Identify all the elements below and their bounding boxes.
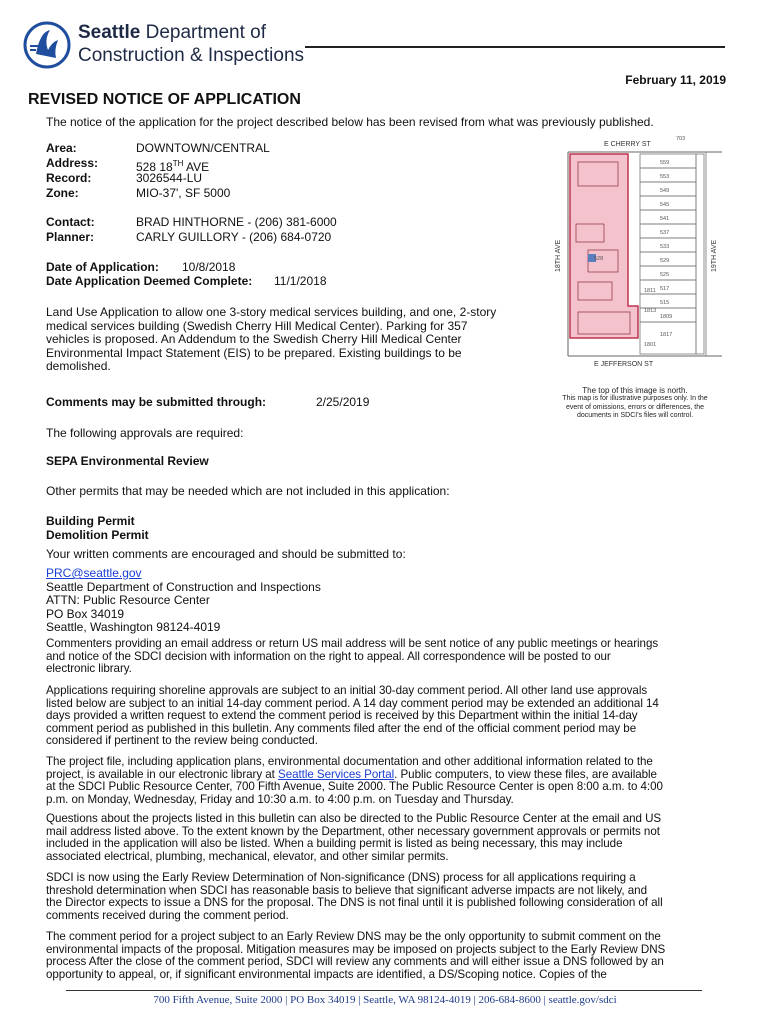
planner-label: Planner: <box>46 230 95 244</box>
site-map-graphic <box>548 132 722 380</box>
notice-date: February 11, 2019 <box>625 73 726 87</box>
comments-date: 2/25/2019 <box>316 395 370 409</box>
lot-number: 545 <box>660 202 670 208</box>
contact-label: Contact: <box>46 215 95 229</box>
lot-number: 525 <box>660 272 670 278</box>
address-label: Address: <box>46 156 99 170</box>
date-of-application-value: 10/8/2018 <box>182 260 236 274</box>
street-label-left: 18TH AVE <box>555 239 562 272</box>
lot-number: 537 <box>660 230 670 236</box>
paragraph-project-file: The project file, including application plans, environmental documentation and other additional information related to the project, is available in our electronic library at Seattle Services Portal. Public computers, to view these files, are available at the SDCI Public Resource Center, 700 Fifth Avenue, Suite 2000. The Public Resource Center is open 8:00 a.m. to 4:00 p.m. on Monday, Wednesday, Friday and 10:30 a.m. to 4:00 p.m. on Tuesday and Thursday. <box>46 755 663 806</box>
required-approval: SEPA Environmental Review <box>46 454 209 468</box>
footer-rule <box>66 990 702 991</box>
contact-value: BRAD HINTHORNE - (206) 381-6000 <box>136 215 337 229</box>
lot-number: 529 <box>660 258 670 264</box>
date-complete-value: 11/1/2018 <box>274 274 327 288</box>
paragraph-early-review: SDCI is now using the Early Review Determination of Non-significance (DNS) process for all applications requiring a threshold determination when SDCI has reasonable basis to believe that significant adverse impacts are not likely, and the Director expects to issue a DNS for the proposal. The DNS is not final until it is published following consideration of all comments received during the comment period. <box>46 871 663 922</box>
services-portal-link[interactable]: Seattle Services Portal <box>278 767 395 781</box>
vicinity-map <box>548 132 722 380</box>
address-value: 528 18TH AVE <box>136 159 210 174</box>
org-name-line2: Construction & Inspections <box>78 45 305 66</box>
zone-label: Zone: <box>46 186 79 200</box>
lot-number: 528 <box>594 256 604 262</box>
other-permits-intro: Other permits that may be needed which are not included in this application: <box>46 484 450 498</box>
approvals-intro: The following approvals are required: <box>46 426 244 440</box>
zone-value: MIO-37', SF 5000 <box>136 186 231 200</box>
lot-number: 553 <box>660 174 670 180</box>
lot-number: 1809 <box>660 314 673 320</box>
lot-number: 541 <box>660 216 670 222</box>
lot-number: 703 <box>676 136 686 142</box>
lot-number: 1811 <box>644 288 656 294</box>
street-label-right: 19TH AVE <box>711 239 718 272</box>
record-label: Record: <box>46 171 92 185</box>
area-value: DOWNTOWN/CENTRAL <box>136 141 270 155</box>
paragraph-questions: Questions about the projects listed in this bulletin can also be directed to the Public Resource Center at the email and US mail address listed above. To the extent known by the Department, other necessary government approvals or permits not included in the application will also be listed. When a building permit is listed as being necessary, this may include associated electrical, plumbing, mechanical, elevator, and other similar permits. <box>46 812 662 863</box>
submit-address-block: PRC@seattle.gov Seattle Department of Construction and Inspections ATTN: Public Resource Center PO Box 34019 Seattle, Washington 98124-4019 <box>46 566 321 634</box>
lot-number: 517 <box>660 286 670 292</box>
lot-number: 515 <box>660 300 670 306</box>
street-label-top: E CHERRY ST <box>604 141 651 148</box>
email-link[interactable]: PRC@seattle.gov <box>46 566 142 580</box>
footer-contact: 700 Fifth Avenue, Suite 2000 | PO Box 34019 | Seattle, WA 98124-4019 | 206-684-8600 | seattle.gov/sdci <box>153 994 617 1006</box>
paragraph-notice: Commenters providing an email address or return US mail address will be sent notice of any public meetings or hearings and notice of the SDCI decision with information on the right to appeal. All correspondence will be posted to our electronic library. <box>46 637 659 676</box>
notice-title: REVISED NOTICE OF APPLICATION <box>28 91 301 108</box>
sdci-logo <box>22 20 305 70</box>
map-caption: The top of this image is north. This map is for illustrative purposes only. In the event of omissions, errors or differences, the documents in SDCI's files will control. <box>562 386 708 419</box>
submit-intro: Your written comments are encouraged and should be submitted to: <box>46 547 406 561</box>
lot-number: 559 <box>660 160 670 166</box>
record-value: 3026544-LU <box>136 171 203 185</box>
building-permit: Building Permit <box>46 514 135 528</box>
area-label: Area: <box>46 141 77 155</box>
lot-number: 1817 <box>660 332 673 338</box>
date-complete-label: Date Application Deemed Complete: <box>46 274 253 288</box>
planner-value: CARLY GUILLORY - (206) 684-0720 <box>136 230 332 244</box>
seattle-logo-icon <box>22 20 72 70</box>
date-of-application-label: Date of Application: <box>46 260 159 274</box>
paragraph-comment-opportunity: The comment period for a project subject to an Early Review DNS may be the only opportunity to submit comment on the environmental impacts of the proposal. Mitigation measures may be imposed on projects subject to the Early Review DNS process After the close of the comment period, SDCI will review any comments and will either issue a DNS followed by an opportunity to appeal, or, if significant environmental impacts are identified, a DS/Scoping notice. Copies of the <box>46 930 666 981</box>
project-description: Land Use Application to allow one 3-story medical services building, and one, 2-story medical services building (Swedish Cherry Hill Medical Center). Parking for 357 vehicles is proposed. An Addendum to the Swedish Cherry Hill Medical Center Environmental Impact Statement (EIS) to be prepared. Existing buildings to be demolished. <box>46 305 497 373</box>
demolition-permit: Demolition Permit <box>46 528 149 542</box>
street-label-bottom: E JEFFERSON ST <box>594 361 654 368</box>
lot-number: 549 <box>660 188 670 194</box>
header-rule <box>305 46 725 48</box>
org-name-line1: Seattle Department of <box>78 22 266 43</box>
comments-label: Comments may be submitted through: <box>46 395 267 409</box>
lot-number: 1813 <box>644 308 657 314</box>
lot-number: 1801 <box>644 342 657 348</box>
lot-number: 533 <box>660 244 670 250</box>
notice-intro: The notice of the application for the project described below has been revised from what was previously published. <box>46 115 654 129</box>
paragraph-comment-period: Applications requiring shoreline approvals are subject to an initial 30-day comment period. All other land use approvals listed below are subject to an initial 14-day comment period. A 14 day comment period may be extended an additional 14 days provided a written request to extend the comment period is received by this Department within the initial 14-day comment period as published in this bulletin. Any comments filed after the end of the official comment period may be considered if pertinent to the review being conducted. <box>46 684 659 748</box>
